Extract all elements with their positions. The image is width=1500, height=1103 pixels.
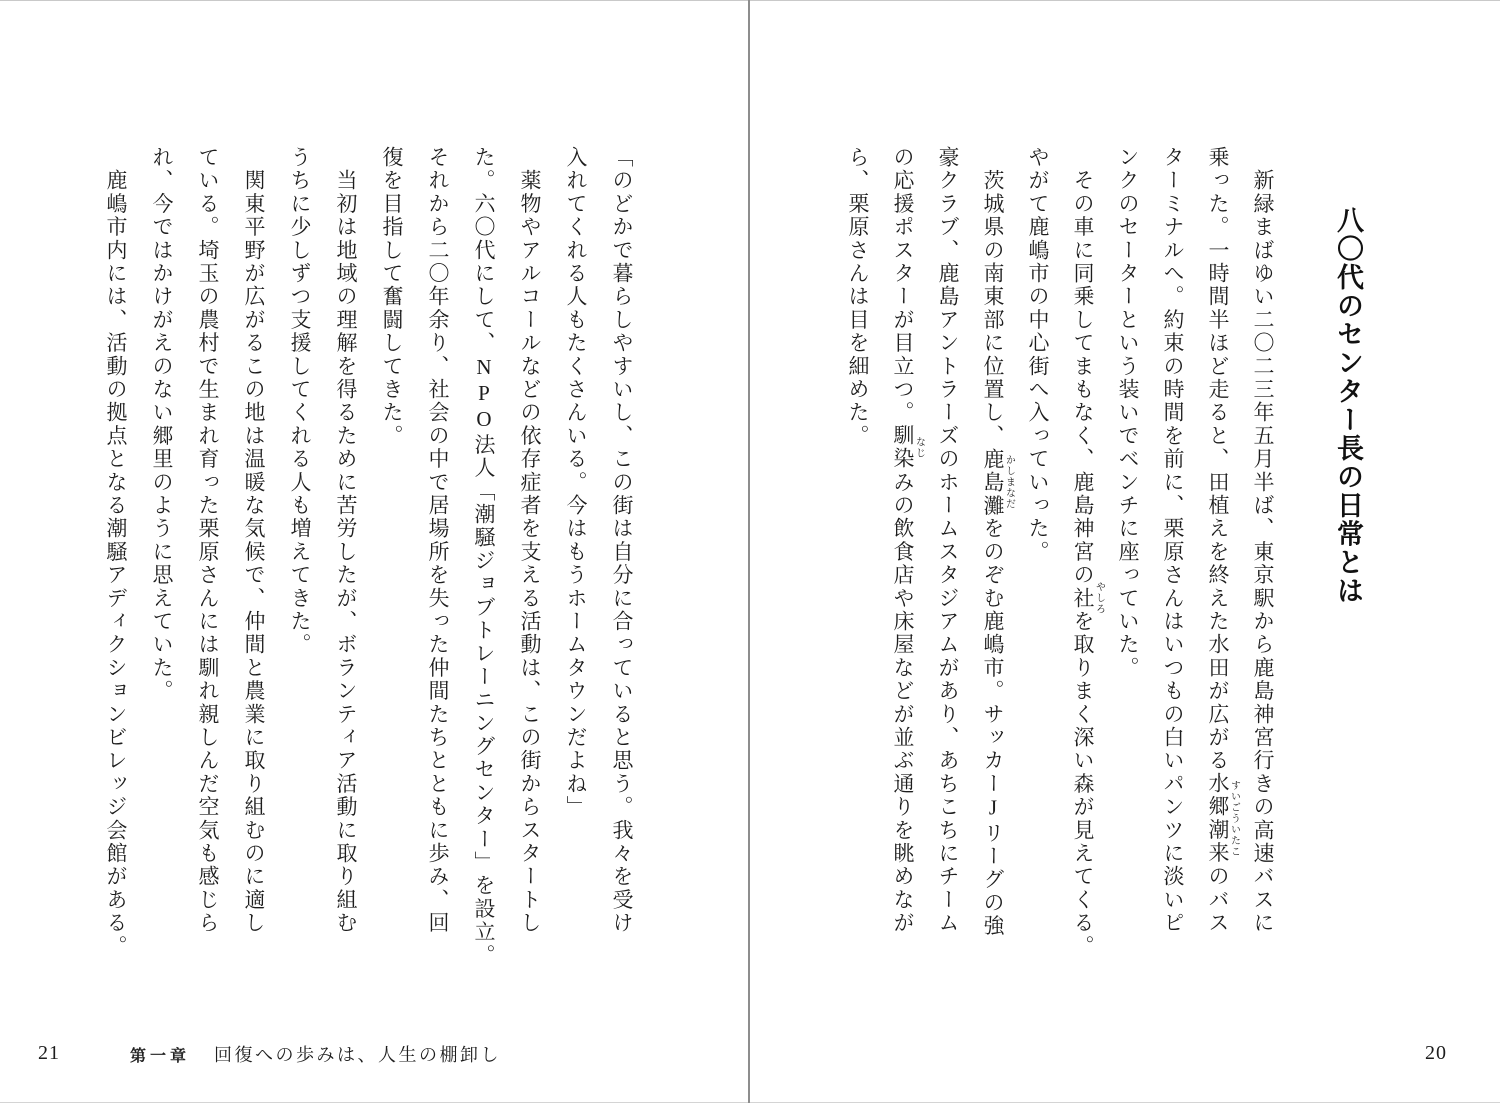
body-text-right <box>835 146 1285 959</box>
text-line: うちに少しずつ支援してくれる人も増えてきた。 <box>288 146 312 657</box>
page-number-right: 20 <box>1425 1042 1447 1064</box>
text-line: 「のどかで暮らしやすいし、この街は自分に合っていると思う。我々を受け <box>610 146 634 935</box>
text-line: た。六〇代にして、NPO法人「潮騒ジョブトレーニングセンター」を設立。 <box>472 146 496 967</box>
text-line: 豪クラブ、鹿島アントラーズのホームスタジアムがあり、あちこちにチーム <box>936 146 960 935</box>
text-line: やがて鹿嶋市の中心街へ入っていった。 <box>1026 146 1050 564</box>
footer-chapter-label: 第一章 <box>130 1048 191 1065</box>
text-line: 薬物やアルコールなどの依存症者を支える活動は、この街からスタートし <box>518 146 542 935</box>
page-number-left: 21 <box>38 1042 60 1064</box>
text-line: ターミナルへ。約束の時間を前に、栗原さんはいつもの白いパンツに淡いピ <box>1161 146 1185 935</box>
text-line: 復を目指して奮闘してきた。 <box>380 146 404 448</box>
chapter-heading: 八〇代のセンター長の日常とは <box>1333 206 1363 605</box>
text-line: 新緑まばゆい二〇二三年五月半ば、東京駅から鹿島神宮行きの高速バスに <box>1251 146 1275 935</box>
text-line: ている。埼玉の農村で生まれ育った栗原さんには馴れ親しんだ空気も感じら <box>196 146 220 935</box>
text-line: 鹿嶋市内には、活動の拠点となる潮騒アディクションビレッジ会館がある。 <box>104 146 128 958</box>
spine-divider <box>748 0 750 1103</box>
footer-chapter-title: 回復への歩みは、人生の棚卸し <box>214 1045 502 1065</box>
text-line: 関東平野が広がるこの地は温暖な気候で、仲間と農業に取り組むのに適し <box>242 146 266 935</box>
text-line: 当初は地域の理解を得るために苦労したが、ボランティア活動に取り組む <box>334 146 358 935</box>
body-text-left <box>93 146 645 967</box>
text-line: 茨城県の南東部に位置し、鹿島灘かしまなだをのぞむ鹿嶋市。サッカーJリーグの強 <box>981 146 1015 938</box>
running-footer <box>130 1041 501 1067</box>
text-line: それから二〇年余り、社会の中で居場所を失った仲間たちとともに歩み、回 <box>426 146 450 935</box>
text-line: 乗った。一時間半ほど走ると、田植えを終えた水田が広がる水郷潮来すいごういたこのバス <box>1206 146 1240 935</box>
text-line: 入れてくれる人もたくさんいる。今はもうホームタウンだよね」 <box>564 146 588 819</box>
text-line: その車に同乗してまもなく、鹿島神宮の社やしろを取りまく深い森が見えてくる。 <box>1071 146 1105 959</box>
text-line: の応援ポスターが目立つ。馴染なじみの飲食店や床屋などが並ぶ通りを眺めなが <box>891 146 925 935</box>
page-right <box>750 0 1500 1103</box>
text-line: ンクのセーターという装いでベンチに座っていた。 <box>1116 146 1140 680</box>
text-line: れ、今ではかけがえのない郷里のように思えていた。 <box>150 146 174 703</box>
text-line: ら、栗原さんは目を細めた。 <box>846 146 870 448</box>
